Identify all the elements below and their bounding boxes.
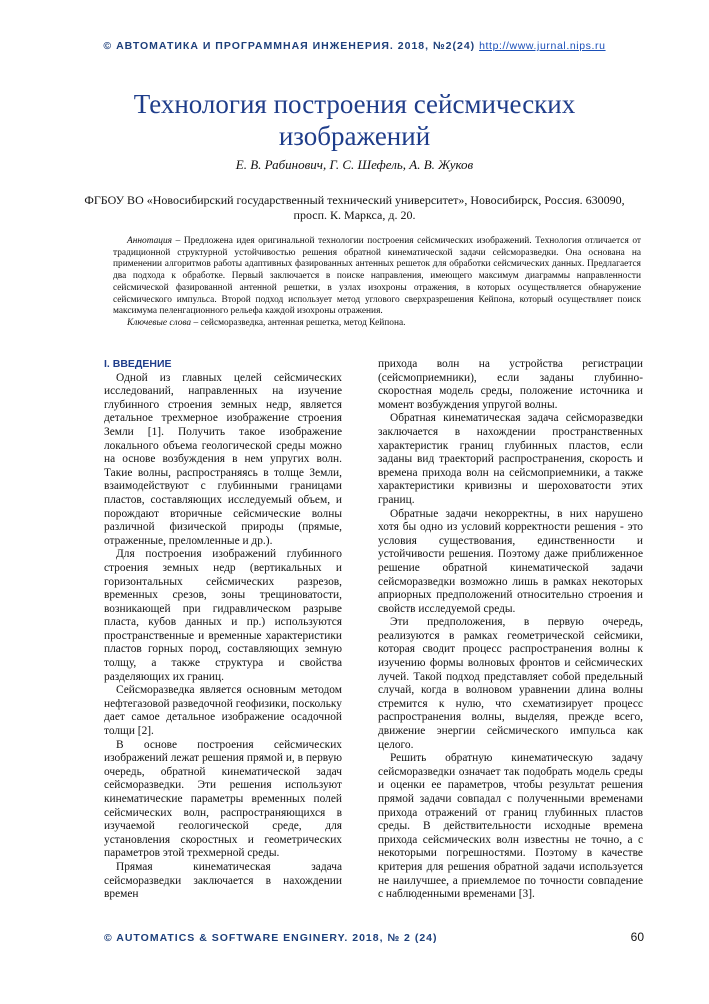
section-heading: I. ВВЕДЕНИЕ bbox=[104, 358, 172, 370]
paragraph: Эти предположения, в первую очередь, реализуются в рамках геометрической сейсмики, которая сводит процесс распространения волны к изучению формы волновых фронтов и сейсмических лучей. Такой подход представляет собой предельный случай, когда в волновом уравнении длина волны стремится к нулю, что схематизирует процесс распространения волны, выделяя, прежде всего, движение энергии сейсмического импульса как целого. bbox=[378, 616, 643, 751]
journal-url-link[interactable]: http://www.jurnal.nips.ru bbox=[479, 40, 606, 52]
running-header bbox=[0, 40, 709, 52]
paragraph: Для построения изображений глубинного строения земных недр (вертикальных и горизонтальных сейсмических разрезов, временных срезов, зоны трещиноватости, возникающей при гидравлическом разрыве пласта, кубов данных и пр.) используются пространственные и временные характеристики пластов горных пород, составляющих земную толщу, а также структура и свойства разделяющих их границ. bbox=[104, 548, 342, 683]
paragraph-continued: прихода волн на устройства регистрации (сейсмоприемники), если заданы глубинно-скоростная модель среды, положение источника и момент возбуждения упругой волны. bbox=[378, 358, 643, 411]
paragraph: В основе построения сейсмических изображений лежат решения прямой и, в первую очередь, обратной кинематической задач сейсморазведки. Эти решения используют кинематические параметры временных полей сейсмических волн, распространяющихся в изучаемой геологической среде, для установления скоростных и геометрических параметров этой трехмерной среды. bbox=[104, 738, 342, 860]
paragraph: Обратная кинематическая задача сейсморазведки заключается в нахождении пространственных характеристик границ глубинных пластов, если заданы вид траекторий распространения, скорость и времена прихода волн на сейсмоприемники, а также характеристики кривизны и шероховатости этих границ. bbox=[378, 412, 643, 506]
paragraph: Решить обратную кинематическую задачу сейсморазведки означает так подобрать модель среды и оценки ее параметров, чтобы результат решения прямой задачи совпадал с полученными временами прихода отражений от границ глубинных пластов среды. В действительности исходные времена прихода сейсмических волн известны не точно, а с некоторыми погрешностями. Поэтому в качестве критерия для решения обратной задачи используется не наилучшее, а приемлемое по точности совпадение с наблюденными временами [3]. bbox=[378, 752, 643, 901]
paragraph: Прямая кинематическая задача сейсморазведки заключается в нахождении времен bbox=[104, 860, 342, 901]
abstract bbox=[113, 236, 641, 318]
keywords-text: – сейсморазведка, антенная решетка, метод Кейпона. bbox=[191, 317, 406, 328]
paragraph: Одной из главных целей сейсмических исследований, направленных на изучение глубинного строения земных недр, является детальное трехмерное изображение строения Земли [1]. Получить такое изображение локального объема геологической среды можно на основе возбуждения в нем упругих волн. Такие волны, распространяясь в толще Земли, взаимодействуют с глубинными границами пластов, составляющих исследуемый объем, и порождают вторичные сейсмические волны различной физической природы (прямые, отраженные, преломленные и др.). bbox=[104, 371, 342, 547]
affiliation: ФГБОУ ВО «Новосибирский государственный технический университет», Новосибирск, Россия. 630090, просп. К. Маркса, д. 20. bbox=[84, 193, 625, 222]
paper-title: Технология построения сейсмических изображений bbox=[133, 89, 576, 151]
authors: Е. В. Рабинович, Г. С. Шефель, А. В. Жуков bbox=[235, 157, 474, 172]
running-footer: © AUTOMATICS & SOFTWARE ENGINERY. 2018, № 2 (24) bbox=[104, 932, 438, 944]
paragraph: Обратные задачи некорректны, в них нарушено хотя бы одно из условий корректности решения - это условия существования, единственности и устойчивости решения. Поэтому даже приближенное решение обратной кинематической задачи сейсморазведки возможно лишь в рамках некоторых априорных предположений относительно строения и свойств исследуемой среды. bbox=[378, 507, 643, 615]
right-column bbox=[378, 358, 643, 902]
abstract-label: Аннотация bbox=[127, 236, 173, 246]
paragraph: Сейсморазведка является основным методом нефтегазовой разведочной геофизики, поскольку дает самое детальное изображение осадочной толщи [2]. bbox=[104, 684, 342, 738]
journal-header-title: © АВТОМАТИКА И ПРОГРАММНАЯ ИНЖЕНЕРИЯ. 2018, №2(24) bbox=[103, 40, 476, 52]
left-column bbox=[104, 358, 342, 902]
abstract-text: – Предложена идея оригинальной технологии построения сейсмических изображений. Технология отличается от традиционной структурной устойчивостью решения обратной кинематической задачи сейсморазведки. Она основана на применении алгоритмов работы адаптивных фазированных антенных решеток для обработки сейсмических данных. Предлагается два подхода к обработке. Первый заключается в поиске направления, имеющего максимум диаграммы направленности сейсмической фазированной антенной решетки, в узлах изохроны отражения, в которых осуществляется обнаружение сейсмического импульса. Второй подход использует метод углового сверхразрешения Кейпона, который осуществляет поиск максимума пеленгационного рельефа каждой изохроны отражения. bbox=[113, 236, 641, 317]
abstract-block bbox=[113, 236, 641, 330]
page-number: 60 bbox=[630, 930, 644, 944]
keywords bbox=[113, 318, 641, 330]
keywords-label: Ключевые слова bbox=[127, 317, 192, 328]
